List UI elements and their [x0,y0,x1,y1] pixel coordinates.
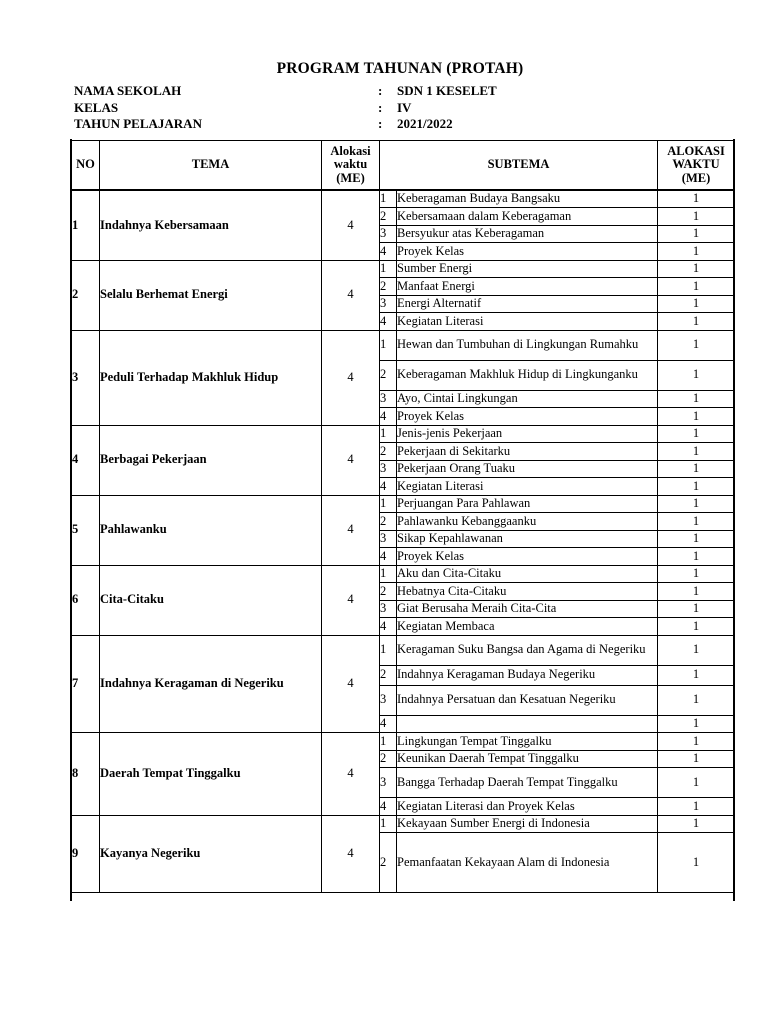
subtheme-allocation: 1 [658,565,735,583]
table-row [72,495,735,513]
header-alokasi-line: Alokasi [330,143,371,158]
subtheme-number: 1 [380,425,397,443]
header-alokasi-line: (ME) [336,170,365,185]
theme-number: 6 [72,565,100,635]
subtheme-allocation: 1 [658,408,735,426]
theme-name: Cita-Citaku [100,565,322,635]
theme-allocation: 4 [322,330,380,425]
table-border-left [70,139,72,901]
subtheme-number: 2 [380,443,397,461]
table-border-right [733,139,735,901]
subtheme-title: Proyek Kelas [397,548,658,566]
subtheme-allocation: 1 [658,330,735,360]
theme-name: Selalu Berhemat Energi [100,260,322,330]
subtheme-number: 2 [380,665,397,685]
info-label: KELAS [74,99,119,115]
subtheme-title: Hewan dan Tumbuhan di Lingkungan Rumahku [397,330,658,360]
theme-name: Peduli Terhadap Makhluk Hidup [100,330,322,425]
subtheme-title: Manfaat Energi [397,278,658,296]
subtheme-number: 2 [380,583,397,601]
theme-allocation: 4 [322,635,380,733]
subtheme-allocation: 1 [658,600,735,618]
subtheme-number: 3 [380,460,397,478]
subtheme-allocation: 1 [658,833,735,893]
header-alokasi-waktu [658,141,735,191]
header-alokasi [322,141,380,191]
theme-number: 5 [72,495,100,565]
table-row [72,815,735,833]
subtheme-number: 3 [380,225,397,243]
subtheme-number: 2 [380,750,397,768]
header-tema: TEMA [100,141,322,191]
table-row [72,330,735,360]
subtheme-title: Sikap Kepahlawanan [397,530,658,548]
subtheme-title: Kegiatan Literasi dan Proyek Kelas [397,798,658,816]
header-subtema: SUBTEMA [380,141,658,191]
subtheme-title: Perjuangan Para Pahlawan [397,495,658,513]
subtheme-title: Bersyukur atas Keberagaman [397,225,658,243]
theme-allocation: 4 [322,190,380,260]
subtheme-allocation: 1 [658,190,735,208]
info-colon: : [378,99,383,115]
subtheme-allocation: 1 [658,225,735,243]
info-label: TAHUN PELAJARAN [74,116,202,131]
subtheme-allocation: 1 [658,750,735,768]
subtheme-title: Lingkungan Tempat Tinggalku [397,733,658,751]
subtheme-allocation: 1 [658,313,735,331]
subtheme-allocation: 1 [658,443,735,461]
theme-name: Indahnya Kebersamaan [100,190,322,260]
subtheme-title: Sumber Energi [397,260,658,278]
subtheme-allocation: 1 [658,768,735,798]
subtheme-number: 3 [380,295,397,313]
page-title: PROGRAM TAHUNAN (PROTAH) [276,60,524,77]
subtheme-title: Indahnya Keragaman Budaya Negeriku [397,665,658,685]
subtheme-number: 2 [380,513,397,531]
subtheme-title: Energi Alternatif [397,295,658,313]
theme-number: 2 [72,260,100,330]
header-alokasi-line: (ME) [681,170,711,185]
info-colon: : [378,83,383,98]
info-value: SDN 1 KESELET [397,83,497,98]
subtheme-allocation: 1 [658,208,735,226]
subtheme-title: Bangga Terhadap Daerah Tempat Tinggalku [397,768,658,798]
subtheme-allocation: 1 [658,260,735,278]
subtheme-allocation: 1 [658,495,735,513]
theme-number: 7 [72,635,100,733]
subtheme-number: 4 [380,478,397,496]
subtheme-number: 1 [380,815,397,833]
theme-name: Berbagai Pekerjaan [100,425,322,495]
header-alokasi-line: ALOKASI [667,143,725,158]
theme-number: 3 [72,330,100,425]
subtheme-number: 3 [380,768,397,798]
subtheme-title: Kekayaan Sumber Energi di Indonesia [397,815,658,833]
info-label: NAMA SEKOLAH [74,83,182,98]
subtheme-allocation: 1 [658,243,735,261]
subtheme-title: Indahnya Persatuan dan Kesatuan Negeriku [397,685,658,715]
table-row [72,260,735,278]
subtheme-allocation: 1 [658,618,735,636]
protah-table-container [70,139,736,901]
table-row [72,425,735,443]
subtheme-number: 1 [380,330,397,360]
theme-number: 9 [72,815,100,893]
subtheme-title: Giat Berusaha Meraih Cita-Cita [397,600,658,618]
subtheme-allocation: 1 [658,665,735,685]
subtheme-number: 2 [380,833,397,893]
subtheme-number: 1 [380,733,397,751]
subtheme-title: Kegiatan Membaca [397,618,658,636]
subtheme-allocation: 1 [658,360,735,390]
subtheme-allocation: 1 [658,278,735,296]
theme-name: Pahlawanku [100,495,322,565]
table-row [72,190,735,208]
subtheme-allocation: 1 [658,685,735,715]
subtheme-title: Keragaman Suku Bangsa dan Agama di Negeriku [397,635,658,665]
subtheme-allocation: 1 [658,478,735,496]
subtheme-title: Kebersamaan dalam Keberagaman [397,208,658,226]
subtheme-title: Keberagaman Budaya Bangsaku [397,190,658,208]
table-row [72,733,735,751]
header-alokasi-line: waktu [333,157,368,172]
theme-number: 8 [72,733,100,816]
subtheme-allocation: 1 [658,815,735,833]
table-header-row [72,141,735,191]
subtheme-number: 3 [380,685,397,715]
subtheme-title: Proyek Kelas [397,408,658,426]
subtheme-allocation: 1 [658,733,735,751]
subtheme-allocation: 1 [658,295,735,313]
subtheme-title: Proyek Kelas [397,243,658,261]
subtheme-title: Jenis-jenis Pekerjaan [397,425,658,443]
theme-allocation: 4 [322,815,380,893]
theme-name: Kayanya Negeriku [100,815,322,893]
subtheme-title: Keunikan Daerah Tempat Tinggalku [397,750,658,768]
subtheme-number: 1 [380,495,397,513]
theme-allocation: 4 [322,425,380,495]
theme-name: Daerah Tempat Tinggalku [100,733,322,816]
theme-allocation: 4 [322,733,380,816]
subtheme-number: 1 [380,565,397,583]
subtheme-allocation: 1 [658,583,735,601]
subtheme-title: Keberagaman Makhluk Hidup di Lingkunganku [397,360,658,390]
subtheme-number: 4 [380,548,397,566]
header-alokasi-line: WAKTU [672,157,720,172]
subtheme-title: Pekerjaan di Sekitarku [397,443,658,461]
theme-number: 1 [72,190,100,260]
subtheme-title: Kegiatan Literasi [397,313,658,331]
table-row [72,565,735,583]
theme-allocation: 4 [322,260,380,330]
subtheme-allocation: 1 [658,715,735,733]
subtheme-number: 2 [380,360,397,390]
subtheme-number: 3 [380,600,397,618]
subtheme-number: 4 [380,618,397,636]
subtheme-allocation: 1 [658,530,735,548]
subtheme-title: Aku dan Cita-Citaku [397,565,658,583]
subtheme-allocation: 1 [658,798,735,816]
subtheme-title [397,715,658,733]
subtheme-number: 1 [380,260,397,278]
subtheme-number: 4 [380,715,397,733]
theme-name: Indahnya Keragaman di Negeriku [100,635,322,733]
table-body [72,190,735,893]
subtheme-allocation: 1 [658,513,735,531]
subtheme-allocation: 1 [658,635,735,665]
subtheme-number: 4 [380,408,397,426]
theme-number: 4 [72,425,100,495]
theme-allocation: 4 [322,565,380,635]
subtheme-number: 3 [380,390,397,408]
subtheme-title: Kegiatan Literasi [397,478,658,496]
protah-table [71,140,735,893]
subtheme-allocation: 1 [658,425,735,443]
subtheme-title: Hebatnya Cita-Citaku [397,583,658,601]
info-value: IV [397,99,412,115]
subtheme-title: Pekerjaan Orang Tuaku [397,460,658,478]
table-row [72,635,735,665]
subtheme-number: 1 [380,635,397,665]
subtheme-number: 4 [380,243,397,261]
subtheme-number: 4 [380,798,397,816]
header-no: NO [72,141,100,191]
subtheme-allocation: 1 [658,390,735,408]
theme-allocation: 4 [322,495,380,565]
info-value: 2021/2022 [397,116,453,131]
subtheme-title: Pahlawanku Kebanggaanku [397,513,658,531]
subtheme-number: 2 [380,278,397,296]
subtheme-number: 1 [380,190,397,208]
subtheme-title: Pemanfaatan Kekayaan Alam di Indonesia [397,833,658,893]
subtheme-number: 4 [380,313,397,331]
subtheme-allocation: 1 [658,460,735,478]
subtheme-number: 2 [380,208,397,226]
subtheme-title: Ayo, Cintai Lingkungan [397,390,658,408]
subtheme-allocation: 1 [658,548,735,566]
info-colon: : [378,116,383,131]
subtheme-number: 3 [380,530,397,548]
